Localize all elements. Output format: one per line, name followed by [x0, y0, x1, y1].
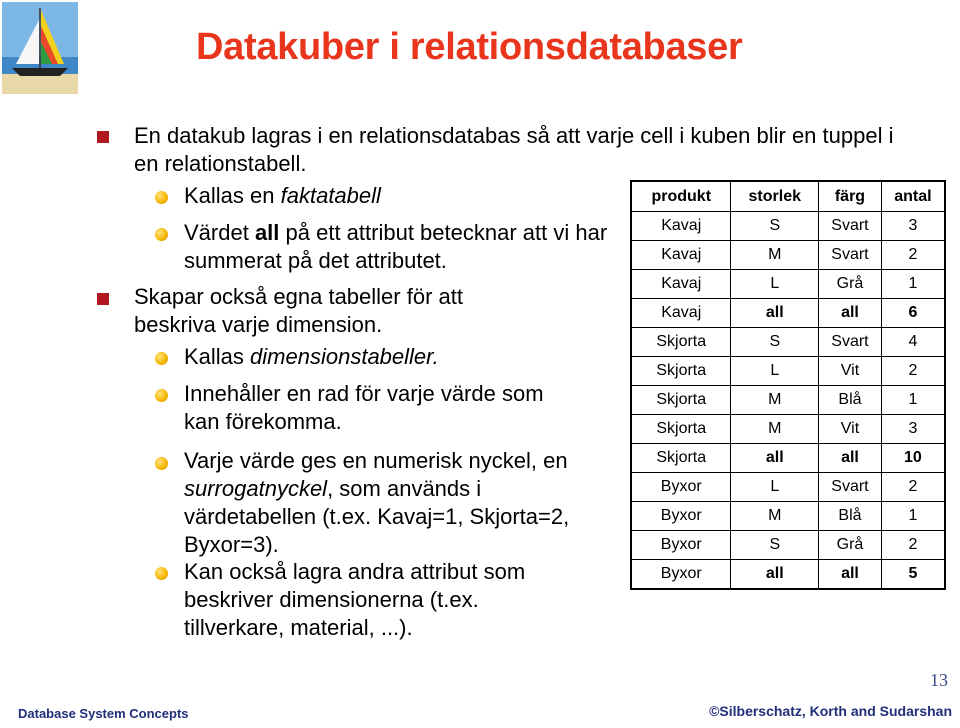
- table-cell: M: [731, 502, 819, 531]
- table-cell: Kavaj: [631, 270, 731, 299]
- table-row: [631, 560, 945, 590]
- table-cell: all: [819, 560, 882, 590]
- table-cell: Skjorta: [631, 357, 731, 386]
- table-row: [631, 502, 945, 531]
- table-cell: L: [731, 270, 819, 299]
- table-cell: all: [819, 444, 882, 473]
- bullet-sub-6: Kan också lagra andra attribut som beskriver dimensionerna (t.ex. tillverkare, material, ...).: [184, 559, 526, 640]
- table-cell: 1: [881, 386, 945, 415]
- table-cell: 1: [881, 270, 945, 299]
- dot-bullet-icon: [155, 457, 168, 470]
- dot-bullet-icon: [155, 191, 168, 204]
- page-number: 13: [930, 670, 948, 690]
- bullet-main-2: Skapar också egna tabeller för att beskriva varje dimension.: [134, 284, 463, 337]
- bullet-sub-5-emphasis: surrogatnyckel: [184, 476, 328, 501]
- table-cell: Blå: [819, 502, 882, 531]
- table-cell: 10: [881, 444, 945, 473]
- footer-right-text: ©Silberschatz, Korth and Sudarshan: [709, 703, 952, 719]
- bullet-sub-3: [184, 343, 614, 371]
- table-cell: 2: [881, 241, 945, 270]
- table-row: [631, 270, 945, 299]
- table-cell: Svart: [819, 212, 882, 241]
- fact-table: [630, 180, 946, 590]
- table-row: [631, 531, 945, 560]
- table-cell: 3: [881, 415, 945, 444]
- table-cell: all: [819, 299, 882, 328]
- table-cell: Byxor: [631, 560, 731, 590]
- table-cell: 2: [881, 531, 945, 560]
- header-farg: färg: [819, 181, 882, 212]
- bullet-sub-5-rest: , som används i värdetabellen (t.ex. Kavaj=1, Skjorta=2, Byxor=3).: [184, 476, 570, 557]
- dot-bullet-icon: [155, 228, 168, 241]
- table-cell: Skjorta: [631, 328, 731, 357]
- bullet-sub-5-text: Varje värde ges en numerisk nyckel, en: [184, 448, 568, 473]
- table-cell: Kavaj: [631, 241, 731, 270]
- table-cell: Grå: [819, 531, 882, 560]
- bullet-sub-1-text: Kallas en: [184, 183, 281, 208]
- square-bullet-icon: [97, 131, 109, 143]
- table-cell: Skjorta: [631, 444, 731, 473]
- header-antal: antal: [881, 181, 945, 212]
- footer-left-text: Database System Concepts: [18, 706, 189, 721]
- header-storlek: storlek: [731, 181, 819, 212]
- table-cell: Kavaj: [631, 212, 731, 241]
- table-row: [631, 241, 945, 270]
- table-cell: 4: [881, 328, 945, 357]
- dot-bullet-icon: [155, 389, 168, 402]
- table-cell: Vit: [819, 357, 882, 386]
- table-cell: all: [731, 444, 819, 473]
- table-cell: 3: [881, 212, 945, 241]
- dot-bullet-icon: [155, 567, 168, 580]
- table-cell: Byxor: [631, 502, 731, 531]
- square-bullet-icon: [97, 293, 109, 305]
- table-row: [631, 415, 945, 444]
- table-cell: M: [731, 386, 819, 415]
- table-cell: S: [731, 531, 819, 560]
- dot-bullet-icon: [155, 352, 168, 365]
- table-cell: M: [731, 415, 819, 444]
- table-cell: L: [731, 473, 819, 502]
- table-cell: Grå: [819, 270, 882, 299]
- table-cell: Byxor: [631, 473, 731, 502]
- table-row: [631, 386, 945, 415]
- table-cell: 1: [881, 502, 945, 531]
- table-cell: 5: [881, 560, 945, 590]
- table-row: [631, 357, 945, 386]
- table-cell: Blå: [819, 386, 882, 415]
- bullet-sub-3-emphasis: dimensionstabeller.: [250, 344, 439, 369]
- bullet-sub-2: [184, 219, 614, 275]
- header-produkt: produkt: [631, 181, 731, 212]
- table-cell: S: [731, 328, 819, 357]
- table-cell: L: [731, 357, 819, 386]
- table-cell: M: [731, 241, 819, 270]
- table-cell: all: [731, 299, 819, 328]
- table-cell: 6: [881, 299, 945, 328]
- bullet-sub-1: [184, 182, 614, 210]
- table-row: [631, 299, 945, 328]
- table-row: [631, 328, 945, 357]
- table-cell: Byxor: [631, 531, 731, 560]
- table-cell: Svart: [819, 473, 882, 502]
- table-cell: Skjorta: [631, 386, 731, 415]
- table-cell: all: [731, 560, 819, 590]
- table-row: [631, 473, 945, 502]
- table-cell: Svart: [819, 241, 882, 270]
- bullet-sub-5: [184, 447, 614, 559]
- table-header-row: [631, 181, 945, 212]
- table-cell: 2: [881, 357, 945, 386]
- table-cell: Kavaj: [631, 299, 731, 328]
- table-row: [631, 444, 945, 473]
- bullet-sub-2-rest: på ett attribut betecknar att vi har summerat på det attributet.: [184, 220, 608, 273]
- bullet-sub-1-emphasis: faktatabell: [280, 183, 381, 208]
- table-cell: Svart: [819, 328, 882, 357]
- slide-title: Datakuber i relationsdatabaser: [196, 26, 743, 68]
- bullet-sub-4: Innehåller en rad för varje värde som kan förekomma.: [184, 381, 544, 434]
- fact-table-body: [631, 212, 945, 590]
- table-row: [631, 212, 945, 241]
- bullet-main-1: En datakub lagras i en relationsdatabas så att varje cell i kuben blir en tuppel i en relationstabell.: [134, 123, 894, 176]
- table-cell: Skjorta: [631, 415, 731, 444]
- table-cell: 2: [881, 473, 945, 502]
- bullet-sub-2-bold: all: [254, 220, 280, 245]
- table-cell: Vit: [819, 415, 882, 444]
- table-cell: S: [731, 212, 819, 241]
- bullet-sub-2-text: Värdet: [184, 220, 255, 245]
- bullet-sub-3-text: Kallas: [184, 344, 251, 369]
